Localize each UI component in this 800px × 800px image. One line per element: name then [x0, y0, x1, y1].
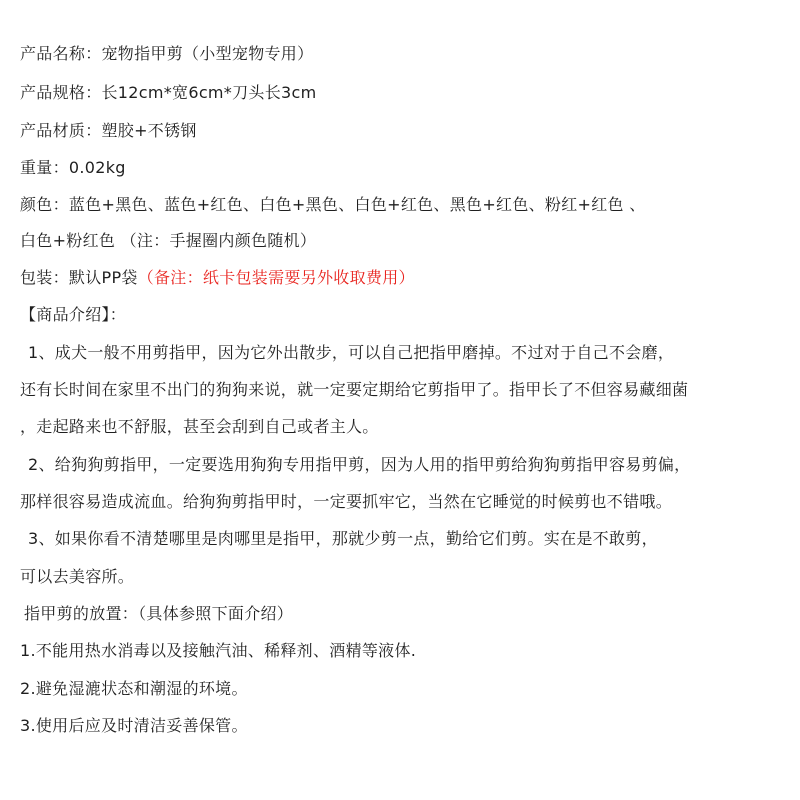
intro-paragraph-2-line-2: 那样很容易造成流血。给狗狗剪指甲时，一定要抓牢它，当然在它睡觉的时候剪也不错哦。: [20, 492, 673, 511]
intro-paragraph-1-line-1: 1、成犬一般不用剪指甲，因为它外出散步，可以自己把指甲磨掉。不过对于自己不会磨，: [28, 343, 675, 362]
intro-paragraph-1-line-3: ，走起路来也不舒服，甚至会刮到自己或者主人。: [20, 417, 379, 436]
product-colors-line-2: 白色+粉红色 （注：手握圈内颜色随机）: [20, 231, 317, 250]
storage-item-2: 2.避免湿漉状态和潮湿的环境。: [20, 679, 248, 698]
packaging-line: [20, 267, 415, 289]
product-spec-line: 产品规格：长12cm*宽6cm*刀头长3cm: [20, 83, 317, 102]
intro-paragraph-3-line-1: 3、如果你看不清楚哪里是肉哪里是指甲，那就少剪一点，勤给它们剪。实在是不敢剪，: [28, 529, 658, 548]
product-weight-line: 重量：0.02kg: [20, 158, 126, 177]
storage-heading: 指甲剪的放置：（具体参照下面介绍）: [24, 604, 294, 623]
intro-paragraph-3-line-2: 可以去美容所。: [20, 567, 135, 586]
product-name-line: 产品名称：宠物指甲剪（小型宠物专用）: [20, 44, 314, 63]
product-material-line: 产品材质：塑胶+不锈钢: [20, 121, 197, 140]
storage-item-3: 3.使用后应及时清洁妥善保管。: [20, 716, 248, 735]
storage-item-1: 1.不能用热水消毒以及接触汽油、稀释剂、酒精等液体.: [20, 641, 417, 660]
intro-heading: 【商品介绍】：: [20, 305, 127, 324]
intro-paragraph-2-line-1: 2、给狗狗剪指甲，一定要选用狗狗专用指甲剪，因为人用的指甲剪给狗狗剪指甲容易剪偏，: [28, 455, 691, 474]
packaging-note: （备注：纸卡包装需要另外收取费用）: [137, 268, 415, 287]
packaging-label: 包装：默认PP袋: [20, 268, 138, 287]
intro-paragraph-1-line-2: 还有长时间在家里不出门的狗狗来说，就一定要定期给它剪指甲了。指甲长了不但容易藏细菌: [20, 380, 689, 399]
product-colors-line-1: 颜色：蓝色+黑色、蓝色+红色、白色+黑色、白色+红色、黑色+红色、粉红+红色 、: [20, 195, 646, 214]
